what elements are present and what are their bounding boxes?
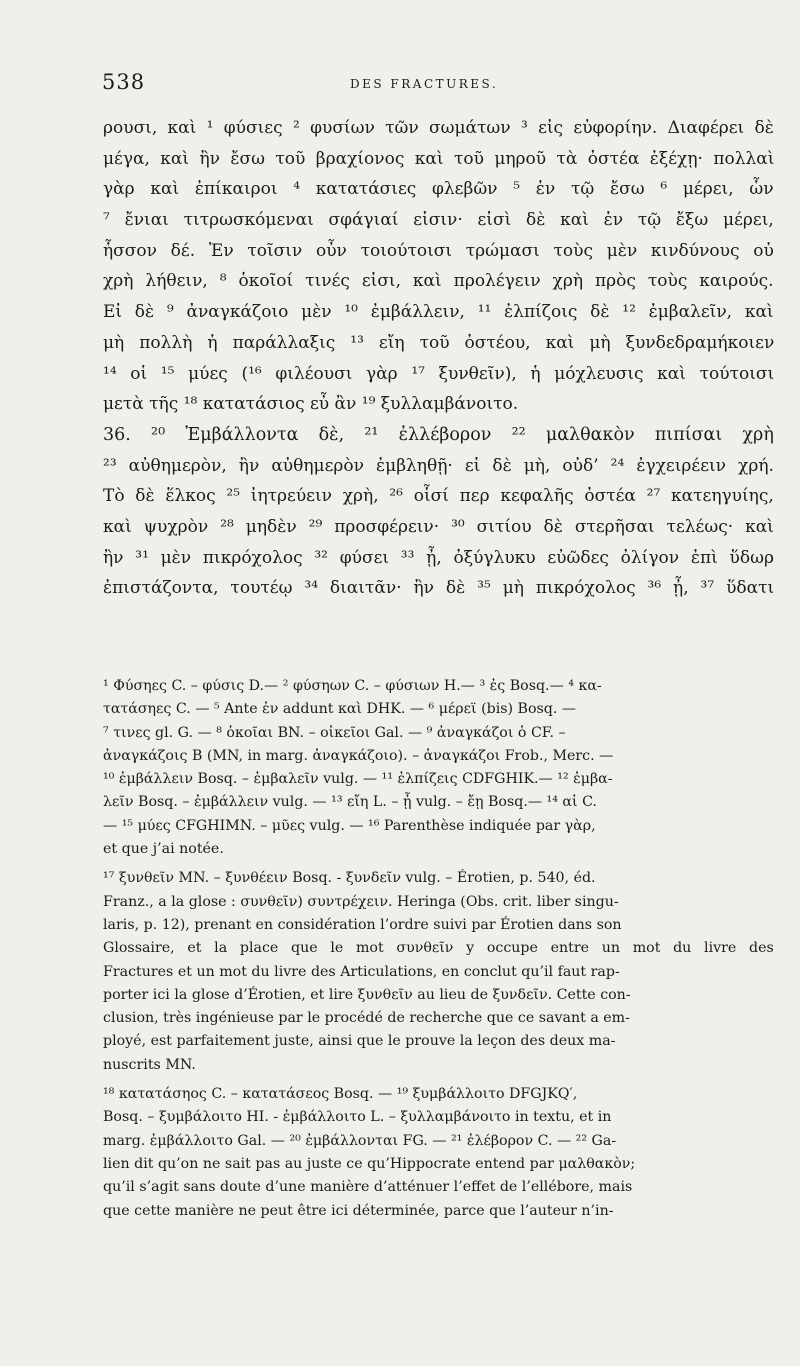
footnote-line: et que j’ai notée. (103, 841, 224, 858)
page-number: 538 (102, 70, 146, 94)
footnote-line: lien dit qu’on ne sait pas au juste ce qu’Hippocrate entend par μαλθακὸν; (103, 1155, 636, 1172)
footnote-line: ¹⁸ κατατάσηος C. – κατατάσεος Bosq. — ¹⁹ ξυμβάλλοιτο DFGJKQ′, (103, 1086, 578, 1103)
footnote-line: ¹⁰ ἐμβάλλειν Bosq. – ἐμβαλεῖν vulg. — ¹¹ ἐλπίζεις CDFGHIK.— ¹² ἐμβα- (103, 771, 613, 788)
text-line: ⁷ ἔνιαι τιτρωσκόμεναι σφάγιαί εἰσιν· εἰσὶ δὲ καὶ ἐν τῷ ἔξω μέρει, (103, 210, 774, 231)
footnote-line: clusion, très ingénieuse par le procédé de recherche que ce savant a em- (103, 1010, 630, 1027)
text-line: ²³ αὐθημερὸν, ἢν αὐθημερὸν ἐμβληθῇ· εἰ δὲ μὴ, οὐδ’ ²⁴ ἐγχειρέειν χρή. (103, 455, 774, 476)
greek-main-text (103, 113, 775, 604)
text-line: μετὰ τῆς ¹⁸ κατατάσιος εὖ ἂν ¹⁹ ξυλλαμβάνοιτο. (103, 394, 519, 415)
text-line: μὴ πολλὴ ἡ παράλλαξις ¹³ εἴη τοῦ ὀστέου, καὶ μὴ ξυνδεδραμήκοιεν (103, 332, 775, 353)
footnote-line: Bosq. – ξυμβάλοιτο HI. - ἐμβάλλοιτο L. – ξυλλαμβάνοιτο in textu, et in (103, 1109, 612, 1126)
text-line: ἐπιστάζοντα, τουτέῳ ³⁴ διαιτᾶν· ἢν δὲ ³⁵ μὴ πικρόχολος ³⁶ ᾖ, ³⁷ ὕδατι (103, 578, 775, 599)
text-line: χρὴ λήθειν, ⁸ ὁκοῖοί τινές εἰσι, καὶ προλέγειν χρὴ πρὸς τοὺς καιρούς. (103, 271, 774, 292)
text-line: ¹⁴ οἱ ¹⁵ μύες (¹⁶ φιλέουσι γὰρ ¹⁷ ξυνθεῖν), ἡ μόχλευσις καὶ τούτοισι (103, 363, 775, 384)
page-header (102, 70, 702, 100)
text-line: Εἰ δὲ ⁹ ἀναγκάζοιο μὲν ¹⁰ ἐμβάλλειν, ¹¹ ἐλπίζοις δὲ ¹² ἐμβαλεῖν, καὶ (103, 302, 774, 323)
footnote-line: λεῖν Bosq. – ἐμβάλλειν vulg. — ¹³ εἴη L. – ᾖ vulg. – ἔῃ Bosq.— ¹⁴ αἱ C. (103, 794, 597, 811)
footnote-line: ἀναγκάζοις B (MN, in marg. ἀναγκάζοιο). – ἀναγκάζοι Frob., Merc. — (103, 747, 614, 764)
text-line: καὶ ψυχρὸν ²⁸ μηδὲν ²⁹ προσφέρειν· ³⁰ σιτίου δὲ στερῆσαι τελέως· καὶ (103, 516, 774, 537)
footnote-line: τατάσηες C. — ⁵ Ante ἐν addunt καὶ DHK. — ⁶ μέρεϊ (bis) Bosq. — (103, 701, 577, 718)
footnote-line: Franz., a la glose : συνθεῖν) συντρέχειν. Heringa (Obs. crit. liber singu- (103, 893, 619, 910)
footnote-line: marg. ἐμβάλλοιτο Gal. — ²⁰ ἐμβάλλονται FG. — ²¹ ἐλέβορον C. — ²² Ga- (103, 1132, 617, 1149)
section-36-start: 36. ²⁰ Ἐμβάλλοντα δὲ, ²¹ ἐλλέβορον ²² μαλθακὸν πιπίσαι χρὴ (103, 424, 774, 445)
footnote-line: nuscrits MN. (103, 1056, 196, 1073)
text-line: μέγα, καὶ ἢν ἔσω τοῦ βραχίονος καὶ τοῦ μηροῦ τὰ ὀστέα ἐξέχῃ· πολλαὶ (103, 148, 775, 169)
text-line: ἧσσον δέ. Ἐν τοῖσιν οὖν τοιούτοισι τρώμασι τοὺς μὲν κινδύνους οὐ (103, 240, 774, 261)
footnote-line: porter ici la glose d’Érotien, et lire ξυνθεῖν au lieu de ξυνδεῖν. Cette con- (103, 986, 631, 1003)
footnote-line: Glossaire, et la place que le mot συνθεῖν y occupe entre un mot du livre des (103, 940, 774, 957)
text-line: Τὸ δὲ ἕλκος ²⁵ ἰητρεύειν χρὴ, ²⁶ οἷσί περ κεφαλῆς ὀστέα ²⁷ κατεηγυίης, (103, 486, 774, 507)
text-line: γὰρ καὶ ἐπίκαιροι ⁴ κατατάσιες φλεβῶν ⁵ ἐν τῷ ἔσω ⁶ μέρει, ὧν (103, 179, 774, 200)
text-line: ρουσι, καὶ ¹ φύσιες ² φυσίων τῶν σωμάτων ³ εἰς εὐφορίην. Διαφέρει δὲ (103, 118, 774, 138)
footnote-line: — ¹⁵ μύες CFGHIMN. – μῦες vulg. — ¹⁶ Parenthèse indiquée par γὰρ, (103, 817, 596, 834)
footnote-line: ⁷ τινες gl. G. — ⁸ ὁκοῖαι BN. – οἰκεῖοι Gal. — ⁹ ἀναγκάζοι ὁ CF. – (103, 724, 566, 741)
footnote-line: Fractures et un mot du livre des Articulations, en conclut qu’il faut rap- (103, 963, 620, 980)
footnote-line: ployé, est parfaitement juste, ainsi que le prouve la leçon des deux ma- (103, 1033, 616, 1050)
footnote-line: laris, p. 12), prenant en considération l’ordre suivi par Érotien dans son (103, 916, 622, 933)
text-line: ἢν ³¹ μὲν πικρόχολος ³² φύσει ³³ ᾖ, ὀξύγλυκυ εὐῶδες ὀλίγον ἐπὶ ὕδωρ (103, 547, 774, 568)
footnote-line: que cette manière ne peut être ici déterminée, parce que l’auteur n’in- (103, 1202, 614, 1219)
footnotes (103, 675, 775, 1223)
running-title: DES FRACTURES. (350, 77, 499, 91)
footnote-line: ¹⁷ ξυνθεῖν MN. – ξυνθέειν Bosq. - ξυνδεῖν vulg. – Érotien, p. 540, éd. (103, 870, 596, 887)
footnote-line: ¹ Φύσηες C. – φύσις D.— ² φύσηων C. – φύσιων H.— ³ ἐς Bosq.— ⁴ κα- (103, 678, 602, 694)
footnote-line: qu’il s’agit sans doute d’une manière d’atténuer l’effet de l’ellébore, mais (103, 1179, 633, 1196)
